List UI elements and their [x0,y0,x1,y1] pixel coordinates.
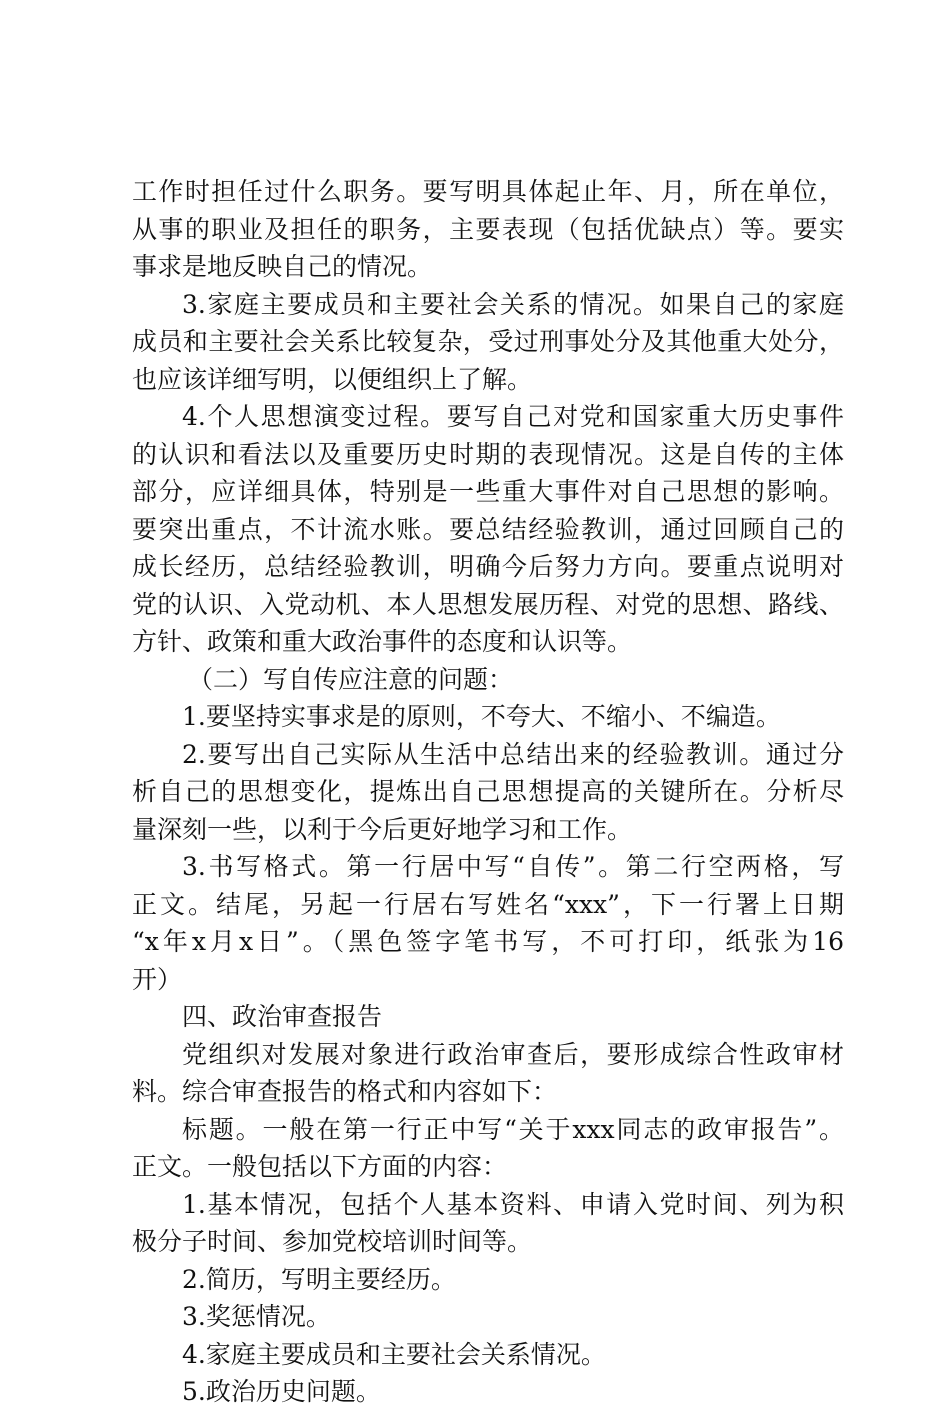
text-line: 党组织对发展对象进行政治审查后，要形成综合性政审材 [182,1039,844,1069]
text-line: 要突出重点，不计流水账。要总结经验教训，通过回顾自己的 [132,514,844,544]
text-line: 料。综合审查报告的格式和内容如下： [132,1077,558,1106]
text-line: 也应该详细写明，以便组织上了解。 [132,364,533,394]
text-line: 极分子时间、参加党校培训时间等。 [132,1227,533,1256]
text-line: 5.政治历史问题。 [182,1377,381,1406]
text-line: 的认识和看法以及重要历史时期的表现情况。这是自传的主体 [132,439,844,469]
text-line: 4.个人思想演变过程。要写自己对党和国家重大历史事件 [182,402,844,431]
text-line: 正文。结尾，另起一行居右写姓名“xxx”，下一行署上日期 [132,889,844,919]
text-line: 3.奖惩情况。 [182,1302,331,1331]
text-line: 正文。一般包括以下方面的内容： [132,1152,508,1181]
text-line: 成长经历，总结经验教训，明确今后努力方向。要重点说明对 [132,552,844,581]
text-line: 开） [132,964,183,994]
document-body [132,173,844,1411]
text-line: 1.基本情况，包括个人基本资料、申请入党时间、列为积 [182,1189,844,1219]
text-line: （二）写自传应注意的问题： [188,664,514,694]
text-line: 2.要写出自己实际从生活中总结出来的经验教训。通过分 [182,739,844,769]
text-line: “x年x月x日”。（黑色签字笔书写，不可打印，纸张为16 [132,927,844,956]
text-line: 1.要坚持实事求是的原则，不夸大、不缩小、不编造。 [182,702,781,731]
text-line: 4.家庭主要成员和主要社会关系情况。 [182,1339,606,1369]
text-line: 3.家庭主要成员和主要社会关系的情况。如果自己的家庭 [182,289,844,319]
text-line: 量深刻一些，以利于今后更好地学习和工作。 [132,814,633,844]
text-line: 2.简历，写明主要经历。 [182,1264,456,1294]
text-line: 事求是地反映自己的情况。 [132,252,433,281]
text-line: 方针、政策和重大政治事件的态度和认识等。 [132,627,633,656]
text-line: 党的认识、入党动机、本人思想发展历程、对党的思想、路线、 [132,589,844,619]
text-line: 标题。一般在第一行正中写“关于xxx同志的政审报告”。 [182,1114,844,1144]
text-line: 从事的职业及担任的职务，主要表现（包括优缺点）等。要实 [132,214,844,244]
text-line: 成员和主要社会关系比较复杂，受过刑事处分及其他重大处分， [132,327,844,356]
text-line: 3.书写格式。第一行居中写“自传”。第二行空两格，写 [182,852,844,881]
text-line: 析自己的思想变化，提炼出自己思想提高的关键所在。分析尽 [132,777,844,806]
text-line: 工作时担任过什么职务。要写明具体起止年、月，所在单位， [132,177,844,206]
text-line: 部分，应详细具体，特别是一些重大事件对自己思想的影响。 [132,477,844,506]
text-line: 四、政治审查报告 [182,1002,383,1031]
